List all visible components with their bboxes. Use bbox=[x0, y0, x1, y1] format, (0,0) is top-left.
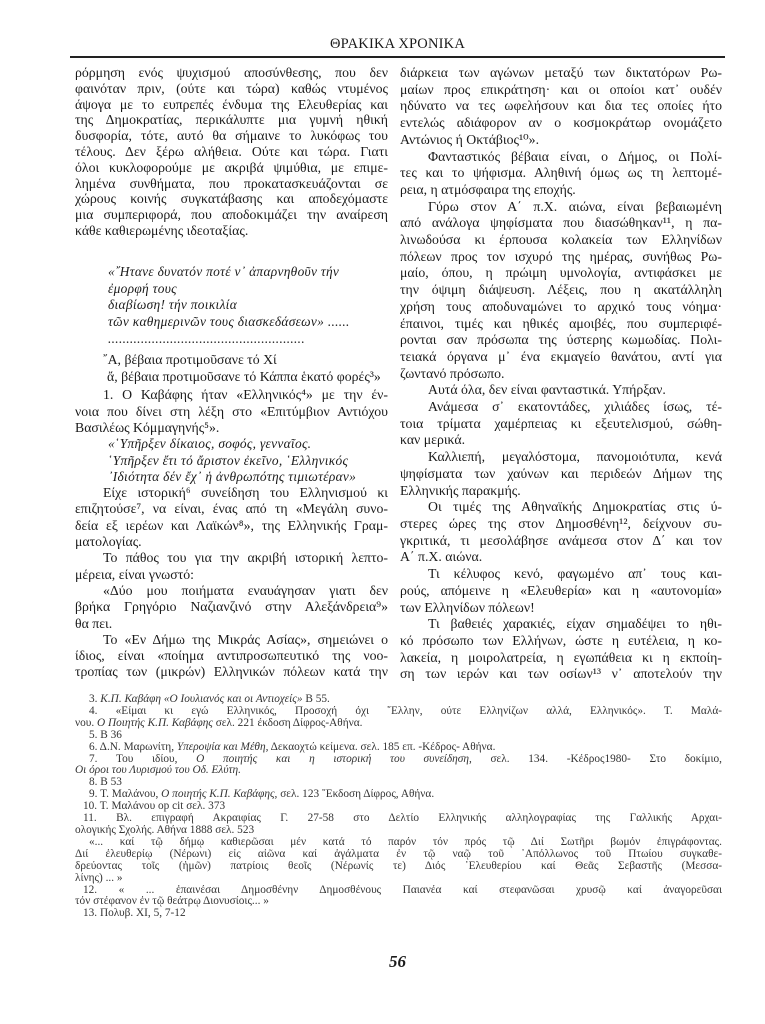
text-line: τῶν καθημερινῶν τους διασκεδάσεων» ...... bbox=[108, 314, 350, 330]
footnote bbox=[75, 908, 722, 920]
text-line: κάθε καθιερωμένης ιδεοταξίας. bbox=[75, 222, 249, 238]
footnote-text: Δεκαοχτώ κείμενα. σελ. 185 επ. -Κέδρος- Αθήνα. bbox=[268, 740, 496, 753]
paragraph bbox=[75, 632, 388, 681]
text-line: ψηφίσματα των χαύνων και περιδεών Δήμων της bbox=[400, 465, 722, 481]
text-line: εντελώς αδιάφορον αν ο κοσμοκράτωρ ονομάζετο bbox=[400, 115, 722, 131]
text-line: νοια που δίνει στη λέξη στο «Επιτύμβιον Αντιόχου bbox=[75, 403, 388, 419]
right-text-column bbox=[400, 65, 722, 683]
text-line: «῎Ητανε δυνατόν ποτέ ν᾽ ἀπαρνηθοῦν τήν bbox=[108, 263, 340, 279]
footnote-text: Διί ἐλευθερίῳ (Νέρωνι) εἰς αἰῶνα καί ἀγάλματα ἐν τῷ ναῷ τοῦ ᾽Απόλλωνος τοῦ Πτωίου συγκαθε- bbox=[75, 847, 722, 860]
verse-quotation bbox=[75, 264, 388, 348]
text-line: Α΄ π.Χ. αιώνα. bbox=[400, 549, 483, 565]
text-line: διάρκεια των αγώνων μεταξύ των δικτατόρων Ρω- bbox=[400, 65, 722, 80]
footnote-text: 6. Δ.Ν. Μαρωνίτη, bbox=[89, 740, 177, 753]
text-line: πόλεων προς τον ισχυρό της ημέρας, συνήθως Ρω- bbox=[400, 248, 722, 264]
header-rule-divider bbox=[70, 56, 725, 58]
text-line: επιζητούσε⁷, να είναι, ένας από τη «Μεγάλη συνο- bbox=[75, 501, 388, 517]
text-line: φαινόταν πριν, (ούτε και τώρα) καθώς ντυμένος bbox=[75, 80, 388, 96]
paragraph bbox=[400, 65, 722, 149]
text-line: ἄ, βέβαια προτιμοῦσανε τό Κάππα ἑκατό φορές³» bbox=[107, 368, 381, 384]
text-line: Αντώνιος ή Οκτάβιος¹⁰». bbox=[400, 131, 540, 147]
footnote-text: νου. bbox=[75, 716, 97, 729]
footnote-text: 3. bbox=[89, 693, 101, 705]
text-line: Το πάθος του για την ακριβή ιστορική λεπτο- bbox=[103, 550, 388, 566]
text-line: λημένα συνθήματα, που προκατασκευάζονται σε bbox=[75, 175, 388, 191]
text-line: άψογα με το ευπρεπές ένδυμα της Ελευθερίας και bbox=[75, 96, 388, 112]
footnote-text: 9. Τ. Μαλάνου, bbox=[89, 788, 162, 801]
text-line: βρήκα Γρηγόριο Ναζιανζινό στην Αλεξάνδρεια⁹» bbox=[75, 599, 388, 615]
text-line: Οι τιμές της Αθηναϊκής Δημοκρατίας στις ύ- bbox=[428, 499, 722, 515]
footnote-text: τόν στέφανον ἐν τῷ θεάτρῳ Διονυσίοις... » bbox=[75, 895, 269, 908]
text-line: διαβίωση! τήν ποικιλία bbox=[108, 297, 238, 313]
text-line: μέρεια, είναι γνωστό: bbox=[75, 566, 194, 582]
running-head-title: ΘΡΑΚΙΚΑ ΧΡΟΝΙΚΑ bbox=[329, 36, 465, 52]
text-line: ζωντανό πρόσωπο. bbox=[400, 365, 505, 381]
page-number: 56 bbox=[389, 952, 406, 971]
text-line: κό πρόσωπο των Ελλήνων, ώστε η ευτέλεια, η κο- bbox=[400, 632, 722, 648]
text-line: τες και το ψήφισμα. Αληθινή όμως ως τη λεπτομέ- bbox=[400, 165, 722, 181]
text-line: γκριτικά, τι μεσολάβησε ανάμεσα στον Δ΄ και τον bbox=[400, 532, 722, 548]
text-line: Το «Εν Δήμω της Μικράς Ασίας», σημειώνει ο bbox=[103, 631, 388, 647]
footnote-text: Β 55. bbox=[302, 693, 330, 705]
text-line: μαίων προς επικράτηση· και οι οποίοι κατ᾽ ουδέν bbox=[400, 81, 722, 97]
footnote bbox=[75, 837, 722, 885]
text-line: Ανάμεσα σ᾽ εκατοντάδες, χιλιάδες ίσως, τέ- bbox=[428, 399, 722, 415]
text-line: στερες ώρες της στον Δημοσθένη¹², δείχνουν συ- bbox=[400, 515, 722, 531]
footnote-text: 12. « ... ἐπαινέσαι Δημοσθένην Δημοσθένους Παιανέα καί στεφανῶσαι χρυσῷ καί ἀναγορεῦσαι bbox=[83, 883, 722, 896]
text-line: Τι βαθειές χαρακιές, είχαν σημαδέψει το ηθι- bbox=[428, 616, 722, 632]
footnote-citation-title: Ο ποιητής Κ.Π. Καβάφης, bbox=[161, 788, 278, 801]
text-line: ῾Υπῆρξεν ἔτι τό ἄριστον ἐκεῖνο, ῾Ελληνικός bbox=[108, 452, 349, 468]
text-line: τέλους. Δεν ξέρω αλήθεια. Ούτε και τώρα. Γιατι bbox=[75, 143, 388, 159]
text-line: καν μερικά. bbox=[400, 432, 466, 448]
footnote bbox=[75, 706, 722, 730]
text-line: χρήση τους αποδυναμώνει το αρχικό τους νόημα· bbox=[400, 298, 722, 314]
footnote-citation-title: Υπεροψία και Μέθη, bbox=[176, 740, 269, 753]
text-line: ρονται σαν πρόσωπα της ύστερης κωμωδίας. Πολι- bbox=[400, 332, 722, 348]
text-line: ρόρμηση ενός ψυχισμού αποσύνθεσης, που δεν bbox=[75, 65, 388, 80]
paragraph bbox=[400, 149, 722, 199]
footnote-text: 13. Πολυβ. XI, 5, 7-12 bbox=[83, 907, 186, 920]
footnote-text: 5. Β 36 bbox=[89, 728, 122, 741]
footnote-citation-title: Κ.Π. Καβάφη «Ο Ιουλιανός και οι Αντιοχείς» bbox=[100, 693, 303, 705]
footnote bbox=[75, 813, 722, 837]
footnote bbox=[75, 754, 722, 778]
text-line: ματολογίας. bbox=[75, 534, 142, 550]
text-line: από ανάλογα ψηφίσματα που διασώθηκαν¹¹, η πα- bbox=[400, 215, 722, 231]
text-line: Είχε ιστορική⁶ συνείδηση του Ελληνισμού κι bbox=[103, 485, 388, 501]
footnote-text: 7. Του ιδίου, bbox=[89, 752, 197, 765]
text-line: ...................................................... bbox=[108, 330, 305, 346]
footnote-text: 4. «Είμαι κι εγώ Ελληνικός, Προσοχή όχι ῞Ελλην, ούτε Ελληνίζων αλλά, Ελληνικός». Τ. Μαλά- bbox=[89, 704, 722, 717]
left-text-column bbox=[75, 65, 388, 681]
paragraph bbox=[400, 382, 722, 399]
text-line: λινωδούσα κι έρπουσα κολακεία των Ελληνίδων bbox=[400, 232, 722, 248]
footnotes-section bbox=[75, 694, 722, 920]
text-line: μια συμπεριφορά, που αποδοκιμάζει την αναίρεση bbox=[75, 207, 388, 223]
text-line: ρεια, η ατμόσφαιρα της εποχής. bbox=[400, 181, 576, 197]
text-line: της Δημοκρατίας, περικάλυπτε μια γυμνή ηθική bbox=[75, 112, 388, 128]
text-line: ρούς, απόμεινε η «Ελευθερία» και η «αυτονομία» bbox=[400, 582, 722, 598]
paragraph bbox=[75, 485, 388, 550]
footnote-text: σελ. 134. -Κέδρος1980- Στο δοκίμιο, bbox=[471, 752, 722, 765]
text-line: τοια τρίματα χαμέρπειας κι εξευτελισμού, σώθη- bbox=[400, 415, 722, 431]
footnote-text: 11. Βλ. επιγραφή Ακραιφίας Γ. 27-58 στο Δελτίο Ελληνικής αλληλογραφίας της Γαλλικής Αρχαι- bbox=[83, 812, 722, 825]
text-line: ἐμορφή τους bbox=[108, 280, 177, 296]
paragraph bbox=[75, 583, 388, 632]
text-line: έπαινοι, τιμές και ηθικές αμοιβές, που συμπεριφέ- bbox=[400, 315, 722, 331]
verse-quotation bbox=[75, 352, 388, 386]
footnote-citation-title: Ο Ποιητής Κ.Π. Καβάφης bbox=[97, 716, 213, 729]
text-line: λακεία, η μοιρολατρεία, η εγωπάθεια κι η εκποίη- bbox=[400, 649, 722, 665]
text-line: Τι κέλυφος κενό, φαγωμένο απ᾽ τους και- bbox=[428, 566, 722, 582]
text-line: «Δύο μου ποιήματα εναυάγησαν γιατι δεν bbox=[103, 582, 388, 598]
text-line: Ελληνικής παρακμής. bbox=[400, 482, 521, 498]
text-line: ηδύνατο να τες ωφελήσουν και δια τες οποίες ήτο bbox=[400, 98, 722, 114]
footnote-line bbox=[75, 861, 722, 873]
verse-quotation bbox=[75, 436, 388, 485]
text-line: 1. Ο Καβάφης ήταν «Ελληνικός⁴» με την έν- bbox=[103, 387, 388, 403]
text-line: όλοι κυκλοφορούμε με ακριβά ψιμύθια, με επιμε- bbox=[75, 159, 388, 175]
text-line: ση των ιερών και των οσίων¹³ ν᾽ αποτελούν την bbox=[400, 666, 722, 682]
text-line: ᾽Ιδιότητα δέν ἔχ᾽ ἡ ἀνθρωπότης τιμιωτέραν» bbox=[108, 468, 357, 484]
text-line: ῎Α, βέβαια προτιμοῦσανε τό Χί bbox=[103, 351, 277, 367]
paragraph bbox=[400, 566, 722, 616]
footnote-line bbox=[75, 765, 722, 777]
footnote-citation-title: Οι όροι του Λυρισμού του Οδ. Ελύτη. bbox=[75, 764, 241, 777]
footnote-text: ολογικής Σχολής. Αθήνα 1888 σελ. 523 bbox=[75, 823, 255, 836]
text-line: των Ελληνίδων πόλεων! bbox=[400, 599, 535, 615]
text-line: Αυτά όλα, δεν είναι φανταστικά. Υπήρξαν. bbox=[428, 382, 666, 398]
text-line: «῾Υπῆρξεν δίκαιος, σοφός, γενναῖος. bbox=[108, 436, 312, 452]
text-line: χώρους κοινής συγκατάβασης και αποδεχόμαστε bbox=[75, 191, 388, 207]
paragraph bbox=[400, 499, 722, 566]
text-line: ίδιος, είναι «ποίημα αντιπροσωπευτικό της νοο- bbox=[75, 648, 388, 664]
footnote-text: 8. Β 53 bbox=[89, 776, 122, 789]
footnote-line bbox=[75, 718, 722, 730]
text-line: τειακά όργανα μ᾽ ένα εκμαγείο θανάτου, αντί για bbox=[400, 348, 722, 364]
paragraph bbox=[400, 399, 722, 449]
footnote-text: δρεύοντας τοῖς (ἡμῶν) πατρίοις θεοῖς (Νέρωνίς τε) Διός ᾽Ελευθερίου καί Θεᾶς Σεβαστῆς (Μεσσα- bbox=[75, 859, 722, 872]
text-line: θα πει. bbox=[75, 615, 113, 631]
text-line: Γύρω στον Α΄ π.Χ. αιώνα, είναι βεβαιωμένη bbox=[428, 198, 722, 214]
footnote-text: σελ. 123 ῞Εκδοση Δίφρος, Αθήνα. bbox=[277, 788, 435, 801]
text-line: τροπίας των (μικρών) Ελληνικών πόλεων κατά την bbox=[75, 664, 388, 680]
text-line: μαίο, όπου, η πρώιμη υμνολογία, αντιφάσκει με bbox=[400, 265, 722, 281]
paragraph bbox=[400, 616, 722, 683]
text-line: δυσφορία, τότε, αυτό θα σήμαινε το λυκόφως του bbox=[75, 128, 388, 144]
paragraph bbox=[75, 387, 388, 436]
text-line: δεία εξ ιερέων και Λαϊκών⁸», της Ελληνικής Γραμ- bbox=[75, 517, 388, 533]
footnote-line bbox=[75, 908, 722, 920]
text-line: Καλλιεπή, μεγαλόστομα, πανομοιότυπα, κενά bbox=[428, 449, 722, 465]
footnote bbox=[75, 885, 722, 909]
text-line: την όψιμη διάψευση. Λέξεις, που η ακατάλληλη bbox=[400, 282, 722, 298]
paragraph bbox=[75, 65, 388, 239]
footnote-citation-title: Ο ποιητής και η ιστορική του συνείδηση, bbox=[196, 752, 472, 765]
footnote-text: λίνης) ... » bbox=[75, 871, 123, 884]
footnote-text: σελ. 221 έκδοση Δίφρος-Αθήνα. bbox=[212, 716, 363, 729]
text-line: Φανταστικός βέβαια είναι, ο Δήμος, οι Πολί- bbox=[428, 148, 722, 164]
paragraph bbox=[75, 550, 388, 583]
paragraph bbox=[400, 199, 722, 383]
footnote-text: «... καί τῷ δήμῳ καθιερῶσαι μέν κατά τό παρόν τόν πρός τῷ Διί Σωτῆρι βωμόν ἐπιγράφοντας. bbox=[89, 835, 722, 848]
text-line: Βασιλέως Κόμμαγηνής⁵». bbox=[75, 419, 220, 435]
footnote-text: 10. Τ. Μαλάνου op cit σελ. 373 bbox=[83, 800, 226, 813]
paragraph bbox=[400, 449, 722, 499]
